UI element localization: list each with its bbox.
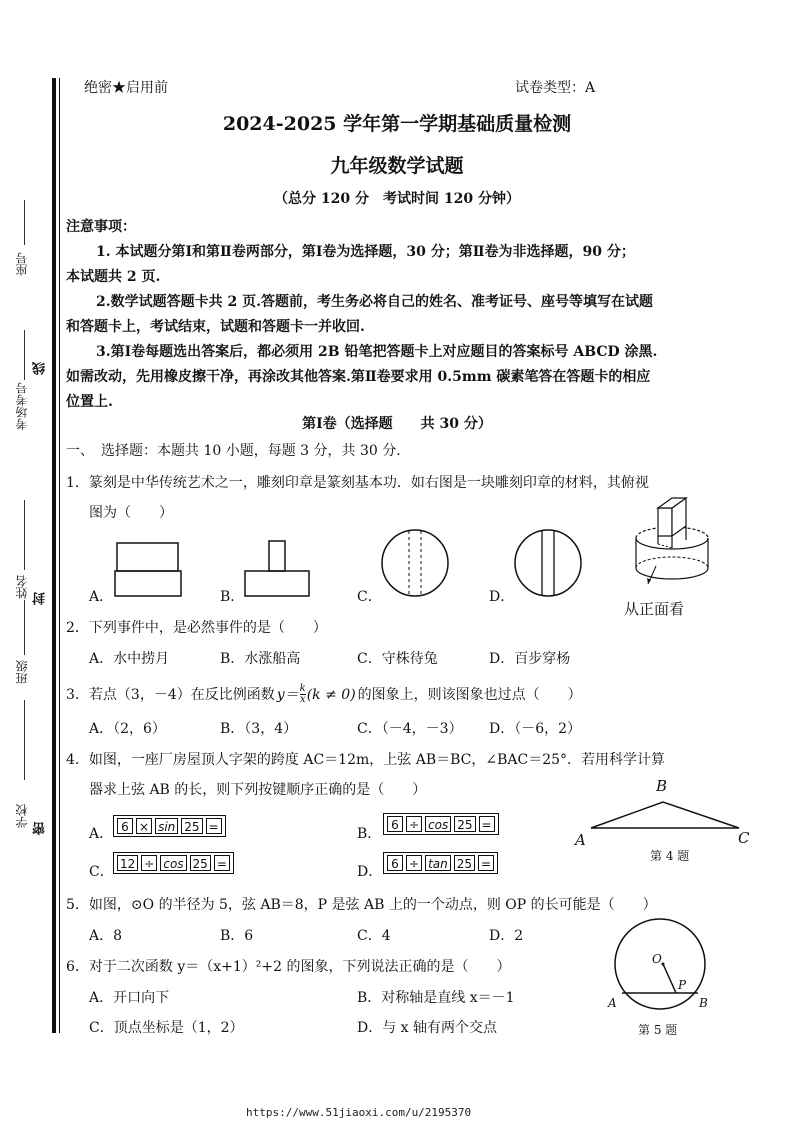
- q1-figure-d: [513, 528, 585, 600]
- q4-label-b: B: [656, 777, 668, 795]
- q3-stem-pre: 3．若点（3，－4）在反比例函数: [66, 686, 275, 703]
- key: 6: [387, 816, 403, 832]
- section-intro: 一、 选择题：本题共 10 小题，每题 3 分，共 30 分.: [66, 443, 401, 459]
- note-2a: 2.数学试题答题卡共 2 页.答题前，考生务必将自己的姓名、准考证号、座号等填写在试题: [96, 294, 653, 310]
- q1-front-caption: 从正面看: [624, 600, 685, 618]
- q4-caption: 第 4 题: [650, 849, 690, 863]
- section-title: 第Ⅰ卷（选择题 共 30 分）: [302, 416, 492, 432]
- school-label: 学校: [15, 804, 29, 828]
- q5-option-d[interactable]: D．2: [489, 928, 524, 944]
- q1-option-b[interactable]: B．: [220, 589, 245, 605]
- key: cos: [425, 816, 451, 832]
- q4-keys-a: [113, 815, 226, 837]
- q3-option-b[interactable]: B．（3，4）: [220, 721, 298, 737]
- q3-option-c[interactable]: C．（－4，－3）: [357, 721, 463, 737]
- key: =: [206, 818, 222, 834]
- notes-heading: 注意事项：: [66, 219, 136, 235]
- class-label: 班级: [15, 660, 29, 684]
- q4-keys-b: [383, 813, 499, 835]
- seal-secret-mark: 密: [33, 822, 48, 835]
- secret-label: 绝密★启用前: [84, 80, 168, 96]
- q5-stem: 5．如图，⊙O 的半径为 5，弦 AB＝8，P 是弦 AB 上的一个动点，则 OP 的长可能是（ ）: [66, 897, 657, 913]
- q4-label-a: A: [575, 831, 586, 849]
- key: =: [479, 816, 495, 832]
- key: cos: [160, 855, 186, 871]
- note-3a: 3.第Ⅰ卷每题选出答案后，都必须用 2B 铅笔把答题卡上对应题目的答案标号 ABCD 涂黑.: [96, 344, 658, 360]
- q4-keys-c: [113, 852, 234, 874]
- key: 25: [181, 818, 202, 834]
- key: 6: [387, 855, 403, 871]
- q1-option-c[interactable]: C．: [357, 589, 382, 605]
- q6-option-b[interactable]: B．对称轴是直线 x＝－1: [357, 990, 515, 1006]
- q6-option-c[interactable]: C．顶点坐标是（1，2）: [89, 1020, 244, 1036]
- exam-no-line[interactable]: [24, 330, 25, 380]
- note-2b: 和答题卡上，考试结束，试题和答题卡一并收回.: [66, 319, 365, 335]
- q1-seal-figure: [628, 496, 718, 596]
- q5-caption: 第 5 题: [638, 1023, 678, 1037]
- q3-option-a[interactable]: A．（2，6）: [89, 721, 166, 737]
- q1-figure-b: [243, 538, 313, 600]
- q2-option-c[interactable]: C．守株待兔: [357, 651, 438, 667]
- q4-option-a[interactable]: A．: [89, 826, 114, 842]
- q6-option-d[interactable]: D．与 x 轴有两个交点: [357, 1020, 498, 1036]
- seat-label: 座号: [15, 252, 29, 276]
- key: 6: [117, 818, 133, 834]
- q1-option-d[interactable]: D．: [489, 589, 515, 605]
- q4-option-d[interactable]: D．: [357, 864, 383, 880]
- q1-figure-a: [114, 540, 184, 600]
- key: =: [214, 855, 230, 871]
- q4-stem-b: 器求上弦 AB 的长，则下列按键顺序正确的是（ ）: [89, 782, 427, 798]
- q1-stem-a: 1．篆刻是中华传统艺术之一，雕刻印章是篆刻基本功．如右图是一块雕刻印章的材料，其俯视: [66, 475, 649, 491]
- q5-option-b[interactable]: B．6: [220, 928, 254, 944]
- q5-label-o: O: [652, 952, 662, 966]
- note-3b: 如需改动，先用橡皮擦干净，再涂改其他答案.第Ⅱ卷要求用 0.5mm 碳素笔答在答题卡的相应: [66, 369, 651, 385]
- exam-title: 2024-2025 学年第一学期基础质量检测: [222, 113, 572, 135]
- note-3c: 位置上.: [66, 394, 113, 410]
- key: 25: [454, 855, 475, 871]
- exam-no-label: 考场考号: [15, 382, 29, 430]
- name-line[interactable]: [24, 500, 25, 570]
- q4-keys-d: [383, 852, 498, 874]
- score-time: （总分 120 分 考试时间 120 分钟）: [274, 191, 520, 207]
- q3-stem: [66, 684, 582, 705]
- q4-label-c: C: [738, 829, 750, 847]
- seal-seal-mark: 封: [33, 592, 48, 605]
- key: tan: [425, 855, 451, 871]
- q6-stem: 6．对于二次函数 y＝（x+1）²+2 的图象，下列说法正确的是（ ）: [66, 959, 511, 975]
- q4-truss-figure: [585, 792, 745, 832]
- key: ÷: [141, 855, 157, 871]
- q1-figure-c: [380, 528, 452, 600]
- q1-option-a[interactable]: A．: [89, 589, 114, 605]
- paper-type: 试卷类型：A: [515, 80, 596, 96]
- key: 12: [117, 855, 138, 871]
- name-label: 姓名: [15, 575, 29, 599]
- q4-stem-a: 4．如图，一座厂房屋顶人字架的跨度 AC＝12m，上弦 AB＝BC，∠BAC＝25°．若用科学计算: [66, 752, 666, 768]
- q5-label-a: A: [608, 996, 617, 1010]
- q5-label-b: B: [699, 996, 708, 1010]
- q2-option-b[interactable]: B．水涨船高: [220, 651, 301, 667]
- key: 25: [190, 855, 211, 871]
- note-1a: 1. 本试题分第Ⅰ和第Ⅱ卷两部分，第Ⅰ卷为选择题，30 分；第Ⅱ卷为非选择题，90 分；: [96, 244, 635, 260]
- seal-line-mark: 线: [33, 362, 48, 375]
- key: =: [478, 855, 494, 871]
- binding-bar-thin: [59, 78, 60, 1033]
- q3-formula: y＝ k x (k ≠ 0): [276, 683, 356, 705]
- q2-option-a[interactable]: A．水中捞月: [89, 651, 170, 667]
- class-line[interactable]: [24, 600, 25, 655]
- school-line[interactable]: [24, 700, 25, 780]
- q5-label-p: P: [678, 978, 687, 992]
- key: 25: [454, 816, 475, 832]
- exam-subtitle: 九年级数学试题: [330, 155, 464, 177]
- q3-option-d[interactable]: D．（－6，2）: [489, 721, 582, 737]
- footer-url[interactable]: https://www.51jiaoxi.com/u/2195370: [246, 1106, 472, 1119]
- key: ÷: [406, 816, 422, 832]
- q5-option-a[interactable]: A．8: [89, 928, 123, 944]
- key: ×: [136, 818, 152, 834]
- q1-stem-b: 图为（ ）: [89, 505, 173, 521]
- q5-option-c[interactable]: C．4: [357, 928, 391, 944]
- key: ÷: [406, 855, 422, 871]
- q2-option-d[interactable]: D．百步穿杨: [489, 651, 571, 667]
- q6-option-a[interactable]: A．开口向下: [89, 990, 170, 1006]
- key: sin: [155, 818, 178, 834]
- q4-option-c[interactable]: C．: [89, 864, 114, 880]
- note-1b: 本试题共 2 页.: [66, 269, 161, 285]
- binding-bar-thick: [52, 78, 56, 1033]
- q3-stem-post: 的图象上，则该图象也过点（ ）: [357, 686, 582, 703]
- q4-option-b[interactable]: B．: [357, 826, 382, 842]
- q2-stem: 2．下列事件中，是必然事件的是（ ）: [66, 620, 327, 636]
